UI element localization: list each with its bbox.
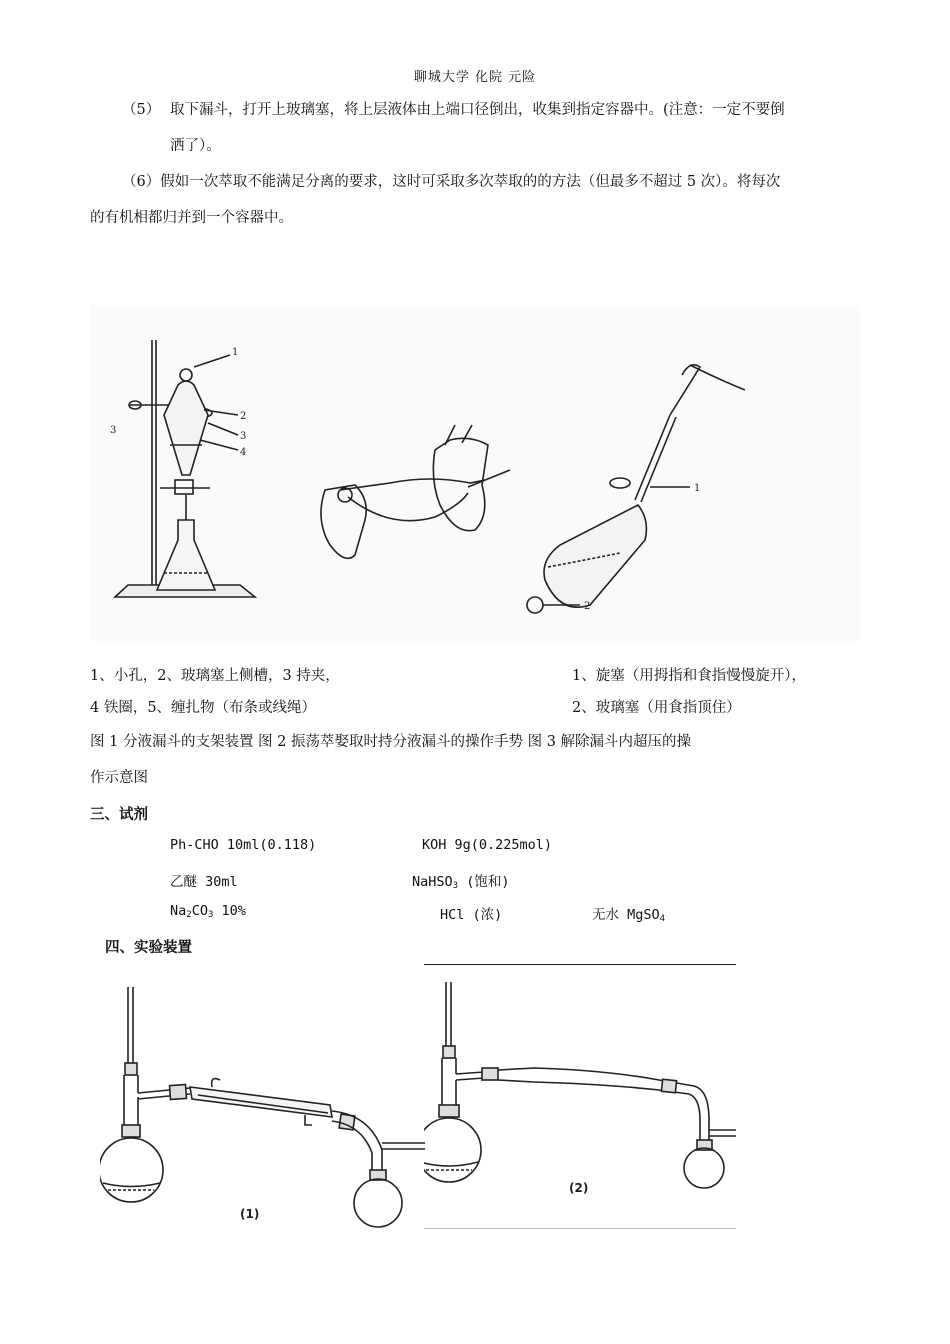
distillation-apparatus-1	[100, 975, 425, 1235]
divider-line	[424, 964, 736, 965]
reagent-na2co3: $Na_2CO_3$ 10%	[170, 903, 246, 920]
distillation-apparatus-2	[424, 970, 736, 1228]
page-header: 聊城大学 化院 元险	[413, 70, 537, 85]
section3-title: 三、试剂	[90, 807, 148, 823]
reagent-benzaldehyde: Ph-CHO 10ml(0.118)	[170, 837, 317, 853]
hand-shaking-drawing	[321, 425, 510, 558]
separatory-funnel-figures	[90, 305, 860, 641]
reagent-koh: KOH 9g(0.225mol)	[422, 837, 553, 853]
fig3-legend-line2: 2、玻璃塞（用食指顶住）	[572, 700, 741, 716]
funnel-stand-drawing	[115, 340, 255, 597]
funnel-venting-drawing	[527, 365, 745, 613]
fig1-legend-line1: 1、小孔，2、玻璃塞上侧槽，3 持夹，	[90, 668, 340, 684]
apparatus1-label: (1)	[240, 1207, 260, 1221]
fig1-label-clamp: 3	[110, 425, 117, 436]
fig1-label-3: 3	[240, 431, 247, 442]
step5-number: （5）	[122, 102, 161, 118]
reagent-nahso3: NaHSO$_3$ (饱和)	[412, 874, 510, 891]
reagent-mgso4: 无水 MgSO$_4$	[592, 907, 666, 924]
fig1-label-4: 4	[240, 447, 247, 458]
apparatus2-label: (2)	[569, 1181, 589, 1195]
reagent-ether: 乙醚 30ml	[170, 874, 238, 890]
figure-captions-line2: 作示意图	[90, 770, 148, 786]
fig1-label-2: 2	[240, 411, 247, 422]
fig1-legend-line2: 4 铁圈，5、缠扎物（布条或线绳）	[90, 700, 317, 716]
step5-line1: 取下漏斗，打开上玻璃塞，将上层液体由上端口径倒出，收集到指定容器中。(注意：一定不要倒	[170, 102, 785, 118]
bottom-rule	[424, 1228, 736, 1229]
figure-captions-line1: 图 1 分液漏斗的支架装置 图 2 振荡萃娶取时持分液漏斗的操作手势 图 3 解除漏斗内超压的操	[90, 734, 692, 750]
fig3-label-1: 1	[694, 483, 701, 494]
section4-title: 四、实验装置	[105, 940, 192, 956]
fig3-label-2: 2	[584, 601, 591, 612]
step5-line2: 洒了）。	[170, 138, 221, 154]
fig3-legend-line1: 1、旋塞（用拇指和食指慢慢旋开），	[572, 668, 806, 684]
step6-line1: （6）假如一次萃取不能满足分离的要求，这时可采取多次萃取的的方法（但最多不超过 5 次）。将每次	[122, 174, 781, 190]
reagent-hcl: HCl (浓)	[440, 907, 503, 923]
fig1-label-1: 1	[232, 347, 239, 358]
step6-line2: 的有机相都归并到一个容器中。	[90, 210, 293, 226]
